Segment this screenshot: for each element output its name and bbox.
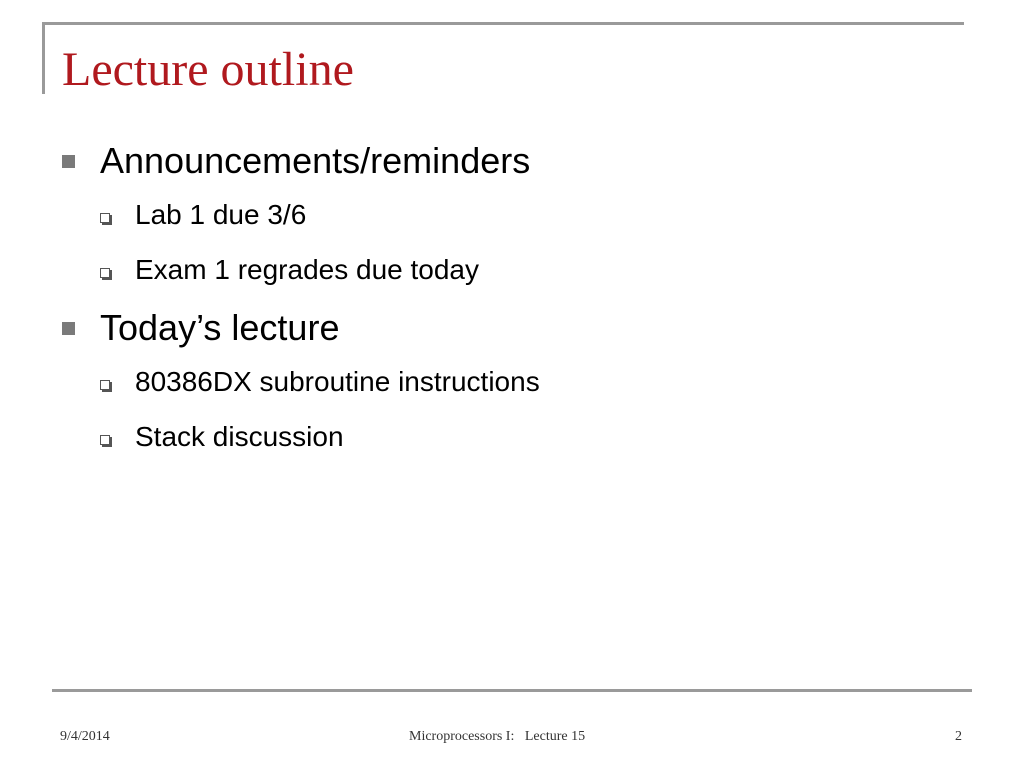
slide-title: Lecture outline: [62, 43, 354, 96]
sub-bullet-text: Lab 1 due 3/6: [135, 199, 307, 230]
square-bullet-icon: [62, 322, 75, 335]
sub-bullet-text: Exam 1 regrades due today: [135, 254, 479, 285]
footer-course-title: Microprocessors I: Lecture 15: [409, 729, 586, 744]
bullet-text: Today’s lecture: [100, 307, 340, 348]
footer-date: 9/4/2014: [60, 729, 110, 744]
hollow-square-bullet-icon: [100, 380, 110, 390]
sub-bullet-item: [100, 366, 540, 398]
hollow-square-bullet-icon: [100, 268, 110, 278]
sub-bullet-item: [100, 199, 306, 231]
sub-bullet-text: 80386DX subroutine instructions: [135, 366, 540, 397]
footer-rule: [52, 689, 972, 692]
sub-bullet-item: [100, 254, 479, 286]
hollow-square-bullet-icon: [100, 213, 110, 223]
hollow-square-bullet-icon: [100, 435, 110, 445]
footer-page-number: 2: [955, 729, 962, 744]
sub-bullet-text: Stack discussion: [135, 421, 344, 452]
bullet-text: Announcements/reminders: [100, 140, 531, 181]
sub-bullet-item: [100, 421, 344, 453]
square-bullet-icon: [62, 155, 75, 168]
bullet-item-todays-lecture: [62, 307, 339, 349]
bullet-item-announcements: [62, 140, 530, 182]
